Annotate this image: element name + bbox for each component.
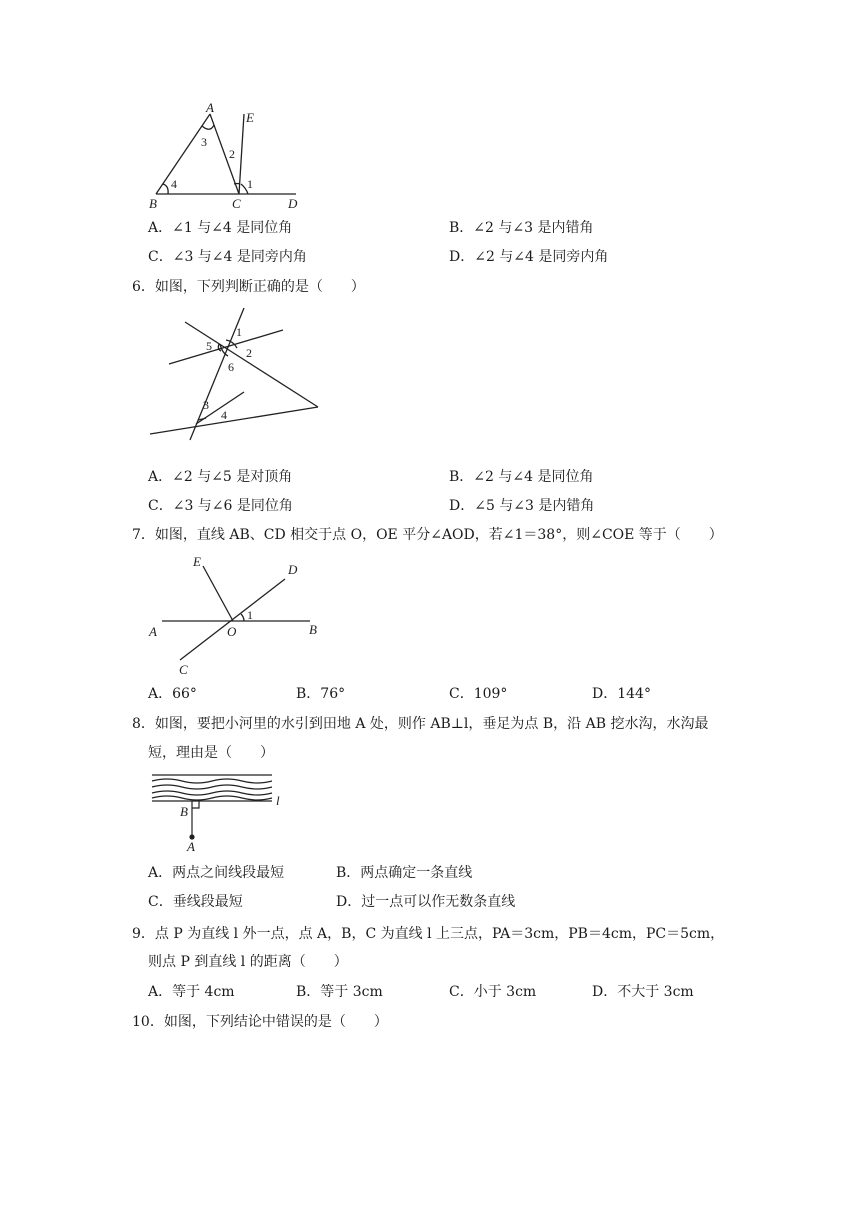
q7-option-c: C．109° [449,686,508,702]
q7-option-d: D．144° [592,686,651,702]
point-b-label: B [309,622,317,637]
angle-1-label: 1 [236,325,242,339]
q5-option-a: A．∠1 与∠4 是同位角 [148,220,293,236]
q8-stem-line1: 8．如图，要把小河里的水引到田地 A 处，则作 AB⊥l，垂足为点 B，沿 AB 挖水沟，水沟最 [132,716,709,732]
q6-option-d: D．∠5 与∠3 是内错角 [449,498,595,514]
angle-4-label: 4 [221,408,227,422]
q8-figure [150,771,300,853]
angle-5-label: 5 [206,339,212,353]
angle-3-label: 3 [203,398,209,412]
q7-figure [140,552,330,676]
q7-option-b: B．76° [296,686,346,702]
point-a-label: A [187,839,195,853]
point-d-label: D [288,562,298,577]
q6-stem: 6．如图，下列判断正确的是（ ） [132,279,365,295]
q9-option-d: D．不大于 3cm [592,984,694,1000]
angle-2-label: 2 [246,346,252,360]
q8-option-d: D．过一点可以作无数条直线 [336,894,516,910]
point-b-label: B [149,196,157,211]
q10-stem: 10．如图，下列结论中错误的是（ ） [132,1014,388,1030]
angle-2-label: 2 [229,147,235,161]
point-b-label: B [180,804,188,819]
angle-6-label: 6 [228,360,234,374]
point-e-label: E [246,110,254,125]
q6-option-c: C．∠3 与∠6 是同位角 [148,498,293,514]
line-l-label: l [276,793,280,808]
q5-option-b: B．∠2 与∠3 是内错角 [449,220,594,236]
angle-4-label: 4 [171,177,177,191]
q7-option-a: A．66° [148,686,197,702]
q9-option-c: C．小于 3cm [449,984,537,1000]
angle-1-label: 1 [247,177,253,191]
q9-stem-line1: 9．点 P 为直线 l 外一点，点 A，B，C 为直线 l 上三点，PA＝3cm，PB＝4cm，PC＝5cm， [132,926,725,942]
q9-stem-line2: 则点 P 到直线 l 的距离（ ） [148,954,348,970]
q9-option-a: A．等于 4cm [148,984,235,1000]
q9-option-b: B．等于 3cm [296,984,383,1000]
point-o-label: O [227,624,237,639]
angle-1-label: 1 [247,608,253,622]
q5-option-d: D．∠2 与∠4 是同旁内角 [449,249,609,265]
q8-option-b: B．两点确定一条直线 [336,865,473,881]
point-e-label: E [193,554,201,569]
q6-figure [140,306,330,442]
point-c-label: C [179,662,188,676]
q8-option-c: C．垂线段最短 [148,894,243,910]
point-d-label: D [288,196,298,211]
point-a-label: A [206,100,214,115]
q8-stem-line2: 短，理由是（ ） [148,745,274,761]
q6-option-b: B．∠2 与∠4 是同位角 [449,469,594,485]
q5-option-c: C．∠3 与∠4 是同旁内角 [148,249,307,265]
point-c-label: C [232,196,241,211]
q6-option-a: A．∠2 与∠5 是对顶角 [148,469,293,485]
q7-stem: 7．如图，直线 AB、CD 相交于点 O，OE 平分∠AOD，若∠1＝38°，则∠COE 等于（ ） [132,527,723,543]
q8-option-a: A．两点之间线段最短 [148,865,285,881]
q5-figure [140,100,310,212]
point-a-label: A [149,624,157,639]
angle-3-label: 3 [201,135,207,149]
